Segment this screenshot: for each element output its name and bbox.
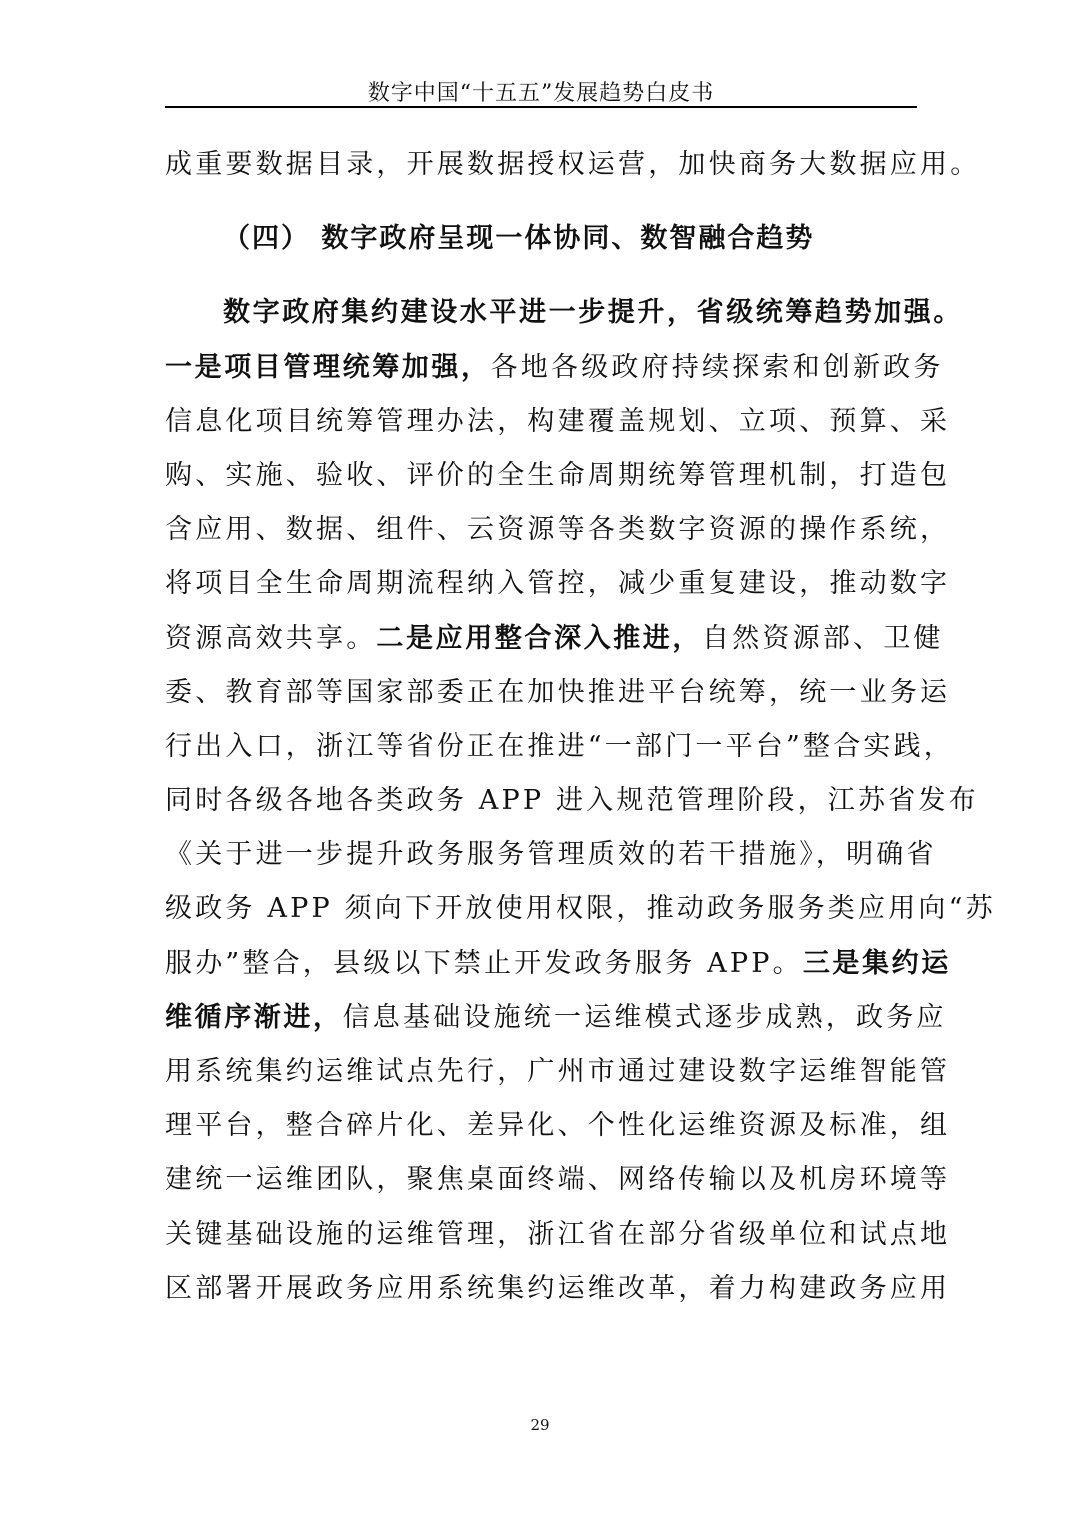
bold-phrase: 二是应用整合深入推进， [376, 622, 703, 654]
line-text: 自然资源部、卫健 [702, 622, 944, 654]
paragraph-line: 区部署开展政务应用系统集约运维改革，着力构建政务应用 [165, 1272, 951, 1304]
paragraph-line: 理平台，整合碎片化、差异化、个性化运维资源及标准，组 [165, 1110, 951, 1142]
header-divider [165, 106, 917, 108]
paragraph-line [165, 286, 963, 340]
paragraph-line [165, 991, 947, 1045]
page-header-title: 数字中国“十五五”发展趋势白皮书 [367, 81, 715, 106]
bold-phrase: 三是集约运 [802, 947, 951, 979]
line-text: 各地各级政府持续探索和创新政务 [490, 351, 944, 383]
paragraph-line: 委、教育部等国家部委正在加快推进平台统筹，统一业务运 [165, 676, 951, 708]
paragraph-line: 级政务 APP 须向下开放使用权限，推动政务服务类应用向“苏 [165, 893, 996, 925]
paragraph-line [165, 937, 951, 991]
paragraph-line: 将项目全生命周期流程纳入管控，减少重复建设，推动数字 [165, 568, 951, 600]
paragraph-line [165, 341, 944, 395]
paragraph-line: 购、实施、验收、评价的全生命周期统筹管理机制，打造包 [165, 459, 951, 491]
paragraph-line: 含应用、数据、组件、云资源等各类数字资源的操作系统， [165, 514, 951, 546]
bold-phrase: 一是项目管理统筹加强， [165, 351, 491, 383]
line-text: 服办”整合，县级以下禁止开发政务服务 APP。 [165, 947, 803, 979]
paragraph-line: 行出入口，浙江等省份正在推进“一部门一平台”整合实践， [165, 730, 955, 762]
bold-phrase: 维循序渐进， [165, 1001, 343, 1033]
paragraph-line: 信息化项目统筹管理办法，构建覆盖规划、立项、预算、采 [165, 405, 951, 437]
page-number: 29 [530, 1416, 550, 1434]
section-heading: （四） 数字政府呈现一体协同、数智融合趋势 [223, 223, 815, 255]
line-text: 信息基础设施统一运维模式逐步成熟，政务应 [342, 1001, 947, 1033]
bold-phrase: 数字政府集约建设水平进一步提升，省级统筹趋势加强。 [223, 297, 963, 329]
paragraph-line: 关键基础设施的运维管理，浙江省在部分省级单位和试点地 [165, 1218, 951, 1250]
paragraph-line [165, 612, 944, 666]
line-text: 资源高效共享。 [165, 622, 377, 654]
spacer [165, 192, 925, 212]
paragraph-line: 成重要数据目录，开展数据授权运营，加快商务大数据应用。 [165, 149, 981, 180]
paragraph-line: 《关于进一步提升政务服务管理质效的若干措施》，明确省 [165, 839, 937, 871]
document-body [165, 138, 996, 1316]
spacer [165, 266, 925, 286]
paragraph-line: 建统一运维团队，聚焦桌面终端、网络传输以及机房环境等 [165, 1164, 951, 1196]
paragraph-line: 用系统集约运维试点先行，广州市通过建设数字运维智能管 [165, 1056, 951, 1087]
paragraph-line: 同时各级各地各类政务 APP 进入规范管理阶段，江苏省发布 [165, 785, 979, 817]
